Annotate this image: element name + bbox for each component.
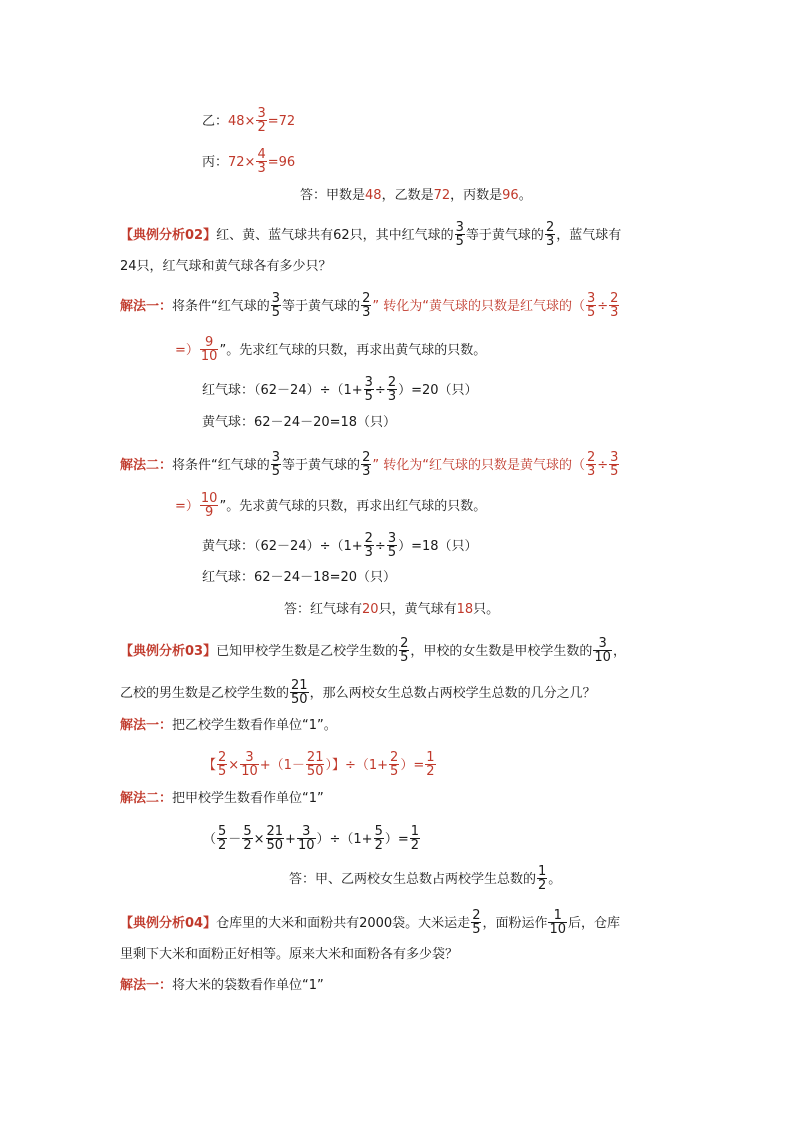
- ex4-question-line2: 里剩下大米和面粉正好相等。原来大米和面粉各有多少袋？: [120, 947, 459, 962]
- ex3-tag: 【典例分析03】: [120, 644, 217, 659]
- fraction: $\frac{9}{10}$: [200, 335, 218, 364]
- ex3-method2: 解法二：把甲校学生数看作单位“1”: [120, 791, 324, 806]
- ex4-tag: 【典例分析04】: [120, 916, 217, 931]
- fraction: $\frac{1}{2}$: [538, 864, 547, 893]
- fraction: $\frac{2}{3}$: [610, 291, 619, 320]
- ex4-method1: 解法一：将大米的袋数看作单位“1”: [120, 978, 324, 993]
- ex1-yi-formula: 48× $\frac{3}{2}$ =72: [228, 106, 296, 135]
- fraction: $\frac{2}{5}$: [400, 636, 409, 665]
- ex2-method2-yellow: 黄气球：（62－24）÷（1+ $\frac{2}{3}$ ÷ $\frac{3}{5}$ ）=18（只）: [202, 531, 478, 560]
- ex3-question-line2: 乙校的男生数是乙校学生数的 $\frac{21}{50}$ ，那么两校女生总数占两校学生总数的几分之几？: [120, 678, 596, 707]
- ex2-method2-line2: =） $\frac{10}{9}$ ”。先求黄气球的只数，再求出红气球的只数。: [175, 491, 487, 520]
- fraction: $\frac{3}{5}$: [271, 450, 281, 479]
- ex3-answer: 答：甲、乙两校女生总数占两校学生总数的 $\frac{1}{2}$ 。: [289, 864, 562, 893]
- ex2-question-line2: 24只，红气球和黄气球各有多少只？: [120, 259, 332, 274]
- ex4-question-line1: 【典例分析04】仓库里的大米和面粉共有2000袋。大米运走 $\frac{2}{5}$ ，面粉运作 $\frac{1}{10}$ 后，仓库: [120, 908, 621, 937]
- fraction: $\frac{3}{2}$: [257, 106, 266, 135]
- fraction: $\frac{3}{10}$: [241, 750, 258, 779]
- fraction: $\frac{3}{5}$: [387, 531, 397, 560]
- fraction: $\frac{2}{3}$: [364, 531, 373, 560]
- fraction: $\frac{10}{9}$: [200, 491, 218, 520]
- fraction: $\frac{1}{10}$: [549, 908, 567, 937]
- fraction: $\frac{5}{2}$: [374, 824, 383, 853]
- ex3-question-line1: 【典例分析03】已知甲校学生数是乙校学生数的 $\frac{2}{5}$ ，甲校的女生数是甲校学生数的 $\frac{3}{10}$ ，: [120, 636, 626, 665]
- fraction: $\frac{2}{5}$: [390, 750, 399, 779]
- fraction: $\frac{2}{3}$: [362, 291, 371, 320]
- fraction: $\frac{3}{5}$: [586, 291, 596, 320]
- ex2-tag: 【典例分析02】: [120, 228, 217, 243]
- ex2-question-line1: 【典例分析02】红、黄、蓝气球共有62只，其中红气球的 $\frac{3}{5}$ 等于黄气球的 $\frac{2}{3}$ ，蓝气球有: [120, 220, 622, 249]
- fraction: $\frac{5}{2}$: [218, 824, 227, 853]
- fraction: $\frac{21}{50}$: [266, 824, 284, 853]
- fraction: $\frac{21}{50}$: [306, 750, 324, 779]
- ex1-bing-formula: 72× $\frac{4}{3}$ =96: [228, 147, 296, 176]
- fraction: $\frac{21}{50}$: [291, 678, 308, 707]
- fraction: $\frac{1}{2}$: [426, 750, 435, 779]
- ex1-answer: 答：甲数是48，乙数是72，丙数是96。: [300, 188, 532, 203]
- ex1-bing-line: [202, 147, 296, 176]
- fraction: $\frac{5}{2}$: [243, 824, 252, 853]
- fraction: $\frac{2}{3}$: [387, 375, 397, 404]
- ex2-method1-label: 解法一：: [120, 299, 173, 314]
- fraction: $\frac{3}{5}$: [271, 291, 281, 320]
- ex1-bing-label: 丙：: [202, 155, 229, 170]
- ex3-formula2: （ $\frac{5}{2}$ － $\frac{5}{2}$ × $\frac{21}{50}$ + $\frac{3}{10}$ ）÷（1+ $\frac{5}{2}$ ）= $\frac{1}{2}$: [203, 824, 420, 853]
- ex2-method2-red: 红气球：62－24－18=20（只）: [202, 570, 397, 585]
- fraction: $\frac{3}{5}$: [364, 375, 373, 404]
- fraction: $\frac{2}{3}$: [362, 450, 371, 479]
- fraction: $\frac{2}{3}$: [586, 450, 596, 479]
- ex3-formula1: 【 $\frac{2}{5}$ × $\frac{3}{10}$ +（1－ $\frac{21}{50}$ ）】÷（1+ $\frac{2}{5}$ ）= $\frac{1}{2}$: [203, 750, 435, 779]
- fraction: $\frac{2}{5}$: [218, 750, 227, 779]
- fraction: $\frac{3}{5}$: [455, 220, 464, 249]
- fraction: $\frac{3}{10}$: [594, 636, 611, 665]
- fraction: $\frac{2}{5}$: [472, 908, 481, 937]
- ex2-method1-line1: 解法一：将条件“红气球的 $\frac{3}{5}$ 等于黄气球的 $\frac{2}{3}$ ” 转化为“黄气球的只数是红气球的（ $\frac{3}{5}$ ÷ $\frac{2}{3}$: [120, 291, 619, 320]
- fraction: $\frac{2}{3}$: [545, 220, 555, 249]
- ex3-method1: 解法一：把乙校学生数看作单位“1”。: [120, 718, 337, 733]
- fraction: $\frac{3}{5}$: [610, 450, 619, 479]
- ex2-method2-line1: 解法二：将条件“红气球的 $\frac{3}{5}$ 等于黄气球的 $\frac{2}{3}$ ” 转化为“红气球的只数是黄气球的（ $\frac{2}{3}$ ÷ $\frac{3}{5}$: [120, 450, 619, 479]
- ex1-yi-label: 乙：: [202, 114, 229, 129]
- ex2-method1-red: 红气球：（62－24）÷（1+ $\frac{3}{5}$ ÷ $\frac{2}{3}$ ）=20（只）: [202, 375, 478, 404]
- fraction: $\frac{4}{3}$: [257, 147, 266, 176]
- ex2-method2-label: 解法二：: [120, 458, 173, 473]
- ex2-answer: 答：红气球有20只，黄气球有18只。: [284, 602, 500, 617]
- ex2-method1-yellow: 黄气球：62－24－20=18（只）: [202, 415, 397, 430]
- fraction: $\frac{3}{10}$: [297, 824, 315, 853]
- fraction: $\frac{1}{2}$: [410, 824, 420, 853]
- ex2-method1-line2: =） $\frac{9}{10}$ ”。先求红气球的只数，再求出黄气球的只数。: [175, 335, 487, 364]
- ex1-yi-line: [202, 106, 296, 135]
